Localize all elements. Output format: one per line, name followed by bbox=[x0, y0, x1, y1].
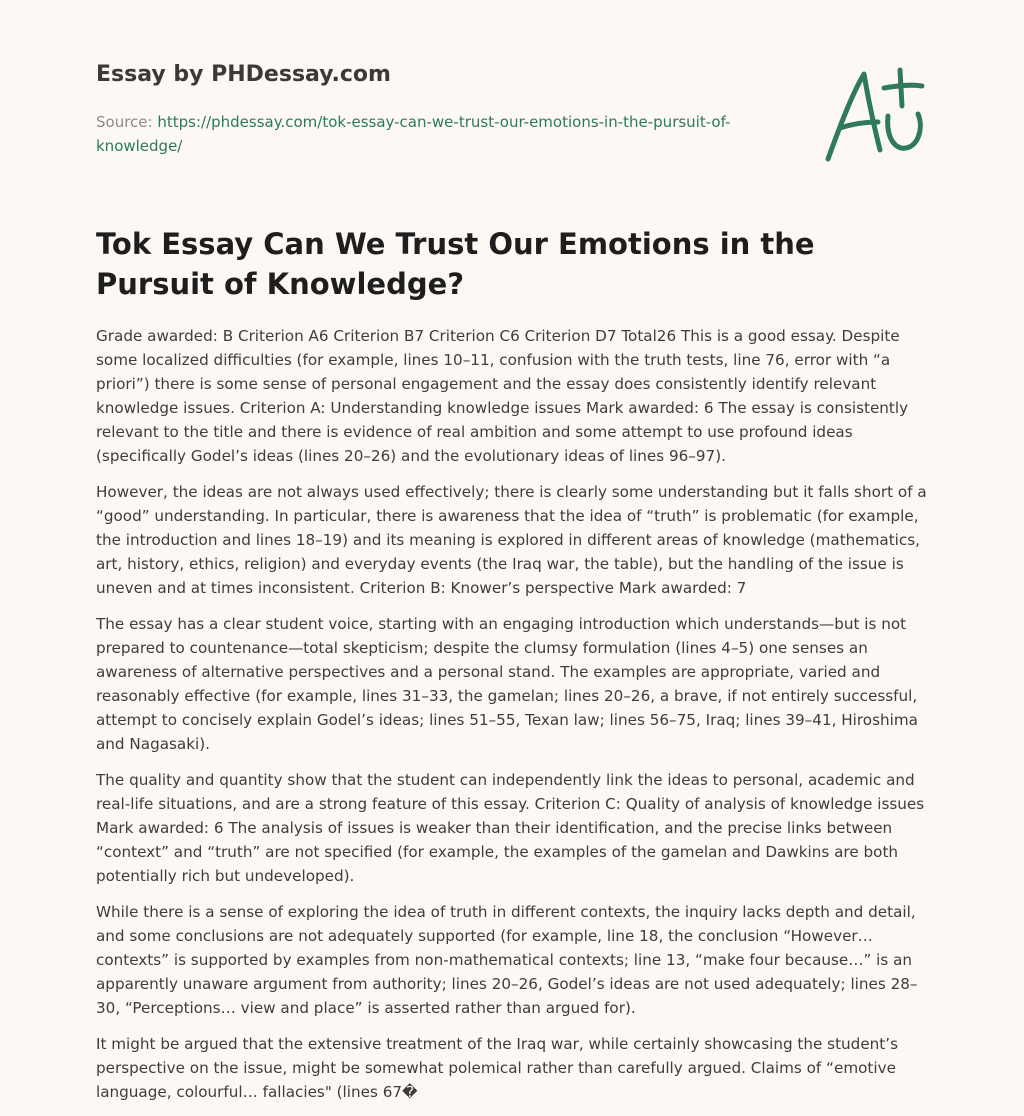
paragraph: However, the ideas are not always used effectively; there is clearly some understanding but it falls short of a “good” understanding. In particular, there is awareness that the idea of “truth” is problematic (for example, the introduction and lines 18–19) and its meaning is explored in different areas of knowledge (mathematics, art, history, ethics, religion) and everyday events (the Iraq war, the table), but the handling of the issue is uneven and at times inconsistent. Criterion B: Knower’s perspective Mark awarded: 7 bbox=[96, 483, 927, 597]
paragraph: Grade awarded: B Criterion A6 Criterion B7 Criterion C6 Criterion D7 Total26 This is a good essay. Despite some localized difficulties (for example, lines 10–11, confusion with the truth tests, line 76, error with “a priori”) there is some sense of personal engagement and the essay does consistently identify relevant knowledge issues. Criterion A: Understanding knowledge issues Mark awarded: 6 The essay is consistently relevant to the title and there is evidence of real ambition and some attempt to use profound ideas (specifically Godel’s ideas (lines 20–26) and the evolutionary ideas of lines 96–97). bbox=[96, 327, 909, 465]
a-plus-logo bbox=[818, 64, 930, 168]
source-link[interactable]: https://phdessay.com/tok-essay-can-we-trust-our-emotions-in-the-pursuit-of-knowledge/ bbox=[96, 113, 731, 155]
paragraph: The essay has a clear student voice, starting with an engaging introduction which understands—but is not prepared to countenance—total skepticism; despite the clumsy formulation (lines 4–5) one senses an awareness of alternative perspectives and a personal stand. The examples are appropriate, varied and reasonably effective (for example, lines 31–33, the gamelan; lines 20–26, a brave, if not entirely successful, attempt to concisely explain Godel’s ideas; lines 51–55, Texan law; lines 56–75, Iraq; lines 39–41, Hiroshima and Nagasaki). bbox=[96, 615, 918, 753]
source-line bbox=[96, 110, 776, 158]
site-brand: Essay by PHDessay.com bbox=[96, 62, 391, 87]
paragraph: While there is a sense of exploring the idea of truth in different contexts, the inquiry lacks depth and detail, and some conclusions are not adequately supported (for example, line 18, the conclusion “However… contexts” is supported by examples from non-mathematical contexts; line 13, “make four because…” is an apparently unaware argument from authority; lines 20–26, Godel’s ideas are not used adequately; lines 28–30, “Perceptions… view and place” is asserted rather than argued for). bbox=[96, 903, 918, 1017]
paragraph: The quality and quantity show that the student can independently link the ideas to personal, academic and real-life situations, and are a strong feature of this essay. Criterion C: Quality of analysis of knowledge issues Mark awarded: 6 The analysis of issues is weaker than their identification, and the precise links between “context” and “truth” are not specified (for example, the examples of the gamelan and Dawkins are both potentially rich but undeveloped). bbox=[96, 771, 925, 885]
paragraph: It might be argued that the extensive treatment of the Iraq war, while certainly showcasing the student’s perspective on the issue, might be somewhat polemical rather than carefully argued. Claims of “emotive language, colourful… fallacies" (lines 67� bbox=[96, 1035, 898, 1101]
article-title: Tok Essay Can We Trust Our Emotions in the Pursuit of Knowledge? bbox=[96, 227, 815, 301]
source-label: Source: bbox=[96, 113, 153, 131]
article-body bbox=[96, 324, 932, 1116]
